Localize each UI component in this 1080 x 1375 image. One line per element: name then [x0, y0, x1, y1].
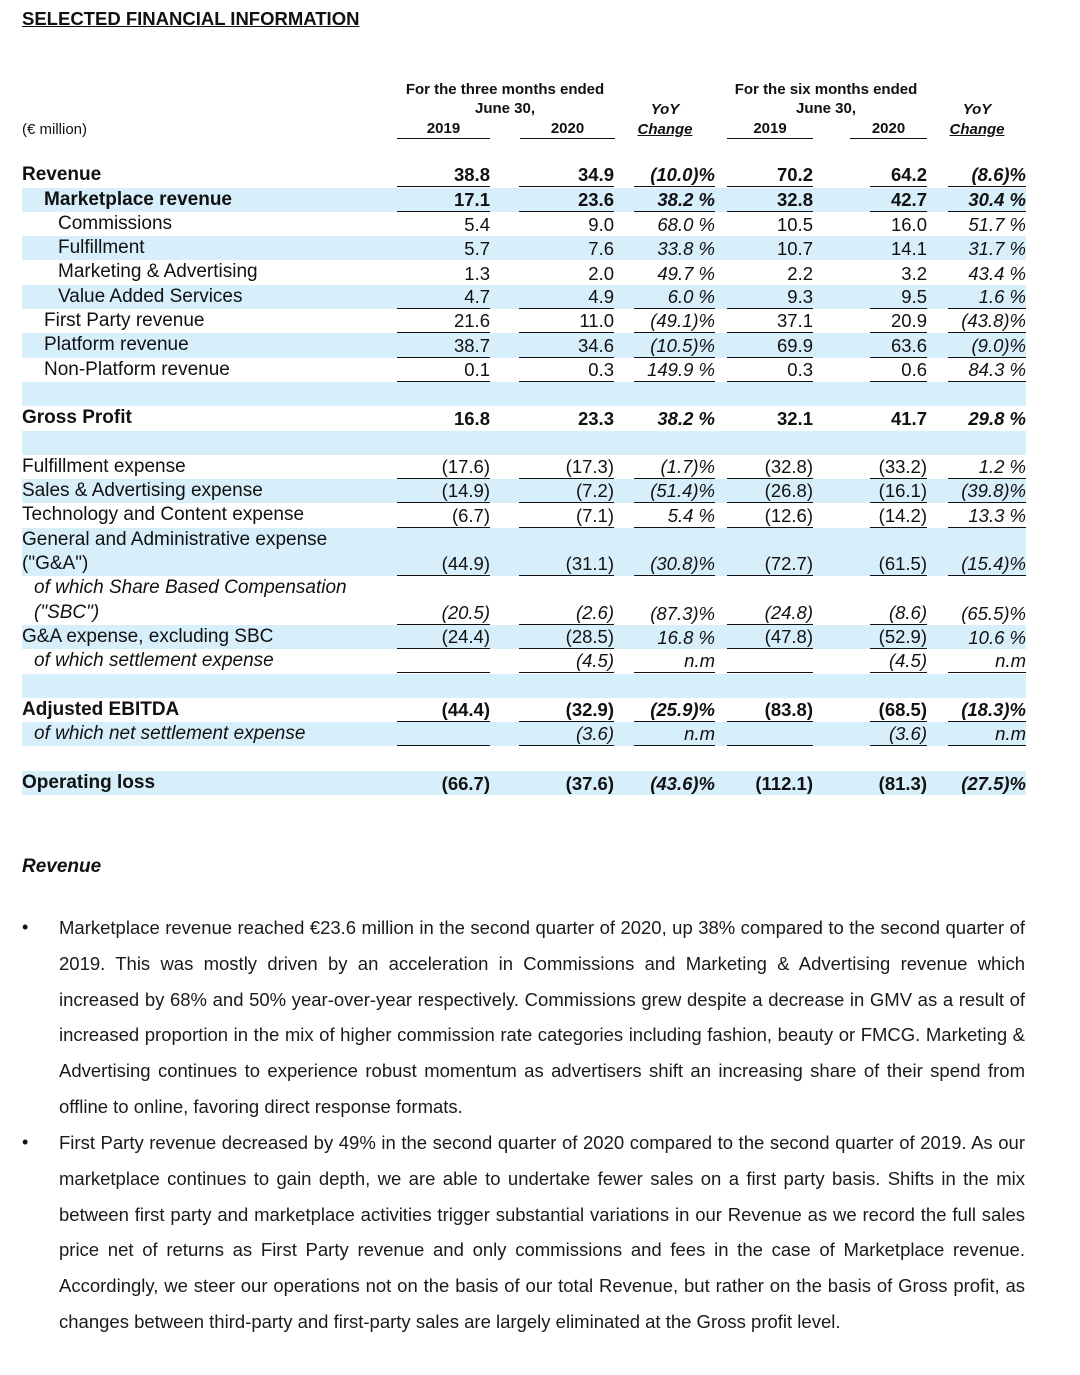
- cell-h-yoy: (39.8)%: [948, 479, 1026, 503]
- cell-h-yoy: (9.0)%: [948, 334, 1026, 358]
- cell-q2019: 38.7: [397, 334, 490, 358]
- cell-q-yoy: (10.0)%: [634, 163, 715, 187]
- cell-h-yoy: (18.3)%: [948, 698, 1026, 722]
- header-q-2019: 2019: [397, 120, 490, 139]
- row-label: Sales & Advertising expense: [22, 480, 263, 502]
- header-h-2019: 2019: [727, 120, 813, 139]
- header-h-yoy-line1: YoY: [962, 101, 992, 118]
- table-row: [22, 576, 1026, 625]
- row-label: Operating loss: [22, 771, 156, 793]
- cell-q-yoy: 38.2 %: [634, 188, 715, 212]
- spacer-row: [22, 746, 1026, 770]
- cell-h2019: (24.8): [727, 601, 813, 625]
- bullet-text: First Party revenue decreased by 49% in the second quarter of 2020 compared to the second quarter of 2019. As our marketplace continues to gain depth, we are able to undertake fewer sales on a first party basis. Shifts in the mix between first party and marketplace activities trigger substantial variations in our Revenue as we record the full sales price net of returns as First Party revenue and only commissions and fees in the case of Marketplace revenue. Accordingly, we steer our operations not on the basis of our total Revenue, but rather on the basis of Gross profit, as changes between third-party and first-party sales are largely eliminated at the Gross profit level.: [59, 1132, 1025, 1332]
- cell-q-yoy: (30.8)%: [634, 552, 715, 576]
- cell-q2019: (6.7): [397, 504, 490, 528]
- header-three-months: [390, 80, 620, 118]
- cell-h-yoy: (8.6)%: [948, 163, 1026, 187]
- cell-h2019: 70.2: [727, 163, 813, 187]
- cell-q-yoy: n.m: [634, 649, 715, 673]
- table-row: [22, 358, 1026, 382]
- cell-q-yoy: 49.7 %: [657, 262, 715, 284]
- cell-q2020: (37.6): [565, 772, 614, 794]
- cell-h2020: (52.9): [870, 625, 927, 649]
- cell-h2020: (3.6): [870, 722, 927, 746]
- cell-q2019: [397, 722, 490, 746]
- row-label: of which Share Based Compensation ("SBC"): [34, 577, 347, 623]
- row-label: Technology and Content expense: [22, 504, 305, 526]
- cell-q2019: (20.5): [397, 601, 490, 625]
- cell-q-yoy: (49.1)%: [634, 309, 715, 333]
- cell-h-yoy: (27.5)%: [961, 772, 1026, 794]
- cell-q-yoy: 6.0 %: [634, 285, 715, 309]
- cell-q-yoy: 149.9 %: [634, 358, 715, 382]
- row-label: of which net settlement expense: [34, 723, 306, 745]
- cell-q2020: 0.3: [519, 358, 614, 382]
- row-label: General and Administrative expense ("G&A"): [22, 528, 328, 574]
- cell-q-yoy: n.m: [634, 722, 715, 746]
- header-six-months-line1: For the six months ended: [734, 81, 918, 98]
- cell-h2020: (16.1): [870, 479, 927, 503]
- cell-q2019: 0.1: [397, 358, 490, 382]
- header-q-yoy: [630, 100, 700, 140]
- cell-h-yoy: 29.8 %: [968, 408, 1026, 430]
- cell-q-yoy: (10.5)%: [634, 334, 715, 358]
- cell-h-yoy: 1.2 %: [948, 455, 1026, 479]
- cell-h-yoy: (43.8)%: [948, 309, 1026, 333]
- table-row: [22, 188, 1026, 212]
- row-label: Commissions: [58, 212, 173, 234]
- cell-h2020: 3.2: [901, 262, 927, 284]
- cell-h-yoy: (15.4)%: [948, 552, 1026, 576]
- cell-h2019: (47.8): [727, 625, 813, 649]
- cell-h2020: 16.0: [890, 214, 927, 236]
- cell-h-yoy: 1.6 %: [948, 285, 1026, 309]
- cell-q-yoy: 16.8 %: [657, 627, 715, 649]
- cell-h-yoy: 51.7 %: [968, 214, 1026, 236]
- cell-h-yoy: n.m: [948, 722, 1026, 746]
- cell-q2019: 5.4: [464, 214, 490, 236]
- cell-q-yoy: (43.6)%: [650, 772, 715, 794]
- document-title: SELECTED FINANCIAL INFORMATION: [22, 8, 360, 29]
- row-label: Value Added Services: [58, 285, 243, 307]
- cell-q2020: (28.5): [519, 625, 614, 649]
- cell-h-yoy: 84.3 %: [948, 358, 1026, 382]
- header-three-months-line1: For the three months ended: [405, 81, 605, 98]
- cell-q2020: 11.0: [519, 309, 614, 333]
- header-h-yoy: [942, 100, 1012, 140]
- table-row: [22, 649, 1026, 673]
- cell-h2020: (68.5): [870, 698, 927, 722]
- row-label: Marketing & Advertising: [58, 261, 258, 283]
- cell-q2019: 4.7: [397, 285, 490, 309]
- table-row: [22, 212, 1026, 236]
- cell-h2020: (4.5): [870, 649, 927, 673]
- table-row: [22, 479, 1026, 503]
- cell-q2020: 4.9: [519, 285, 614, 309]
- cell-q2019: (14.9): [397, 479, 490, 503]
- cell-h2019: 9.3: [727, 285, 813, 309]
- cell-q2020: 7.6: [588, 238, 614, 260]
- row-label: G&A expense, excluding SBC: [22, 625, 274, 647]
- cell-h2019: 10.7: [776, 238, 813, 260]
- cell-q-yoy: (51.4)%: [634, 479, 715, 503]
- header-three-months-line2: June 30,: [474, 100, 536, 117]
- table-row: [22, 625, 1026, 649]
- table-row: [22, 528, 1026, 577]
- row-label: Gross Profit: [22, 407, 132, 429]
- cell-q2020: (7.1): [519, 504, 614, 528]
- cell-q2019: (44.9): [397, 552, 490, 576]
- cell-q-yoy: (1.7)%: [634, 455, 715, 479]
- cell-h2020: (8.6): [870, 601, 927, 625]
- cell-q2019: 17.1: [397, 188, 490, 212]
- cell-h2019: 32.1: [776, 408, 813, 430]
- row-label: of which settlement expense: [34, 650, 274, 672]
- header-q-2020: 2020: [520, 120, 615, 139]
- cell-h2019: 37.1: [727, 309, 813, 333]
- cell-h2020: 14.1: [890, 238, 927, 260]
- table-row: [22, 722, 1026, 746]
- cell-q-yoy: 38.2 %: [657, 408, 715, 430]
- row-label: Fulfillment: [58, 237, 145, 259]
- bullet-dot-icon: •: [22, 917, 29, 937]
- cell-h2019: (26.8): [727, 479, 813, 503]
- spacer-row: [22, 674, 1026, 698]
- table-row: [22, 406, 1026, 430]
- cell-h2019: (112.1): [755, 772, 813, 794]
- cell-h2019: 2.2: [787, 262, 813, 284]
- cell-h2019: [727, 649, 813, 673]
- cell-q2019: [397, 649, 490, 673]
- cell-h2019: [727, 722, 813, 746]
- cell-q2020: 34.9: [519, 163, 614, 187]
- cell-q-yoy: 33.8 %: [657, 238, 715, 260]
- cell-h-yoy: 10.6 %: [968, 627, 1026, 649]
- cell-q2019: 38.8: [397, 163, 490, 187]
- cell-h2020: (61.5): [870, 552, 927, 576]
- row-label: Platform revenue: [44, 334, 189, 356]
- cell-q2020: (3.6): [519, 722, 614, 746]
- cell-h2019: (72.7): [727, 552, 813, 576]
- header-h-2020: 2020: [850, 120, 927, 139]
- table-row: [22, 285, 1026, 309]
- cell-h-yoy: 31.7 %: [968, 238, 1026, 260]
- spacer-row: [22, 431, 1026, 455]
- cell-q2020: (32.9): [519, 698, 614, 722]
- cell-q2020: 34.6: [519, 334, 614, 358]
- cell-h-yoy: n.m: [948, 649, 1026, 673]
- cell-h2020: 41.7: [890, 408, 927, 430]
- header-six-months: [716, 80, 936, 118]
- section-heading-revenue: Revenue: [22, 856, 102, 877]
- table-row: [22, 260, 1026, 284]
- cell-q2020: 2.0: [588, 262, 614, 284]
- unit-label: (€ million): [22, 121, 88, 138]
- table-row: [22, 163, 1026, 187]
- cell-q-yoy: 5.4 %: [634, 504, 715, 528]
- row-label: Revenue: [22, 164, 102, 185]
- cell-q2019: (44.4): [397, 698, 490, 722]
- table-row: [22, 236, 1026, 260]
- cell-h2019: 32.8: [727, 188, 813, 212]
- header-q-yoy-line1: YoY: [650, 101, 680, 118]
- cell-q2019: (17.6): [397, 455, 490, 479]
- cell-q2019: 5.7: [464, 238, 490, 260]
- cell-h-yoy: 13.3 %: [948, 504, 1026, 528]
- cell-q2020: (31.1): [519, 552, 614, 576]
- cell-q-yoy: (87.3)%: [650, 602, 715, 624]
- cell-h2019: (32.8): [727, 455, 813, 479]
- cell-h2020: 9.5: [870, 285, 927, 309]
- cell-h2019: (83.8): [727, 698, 813, 722]
- cell-h-yoy: (65.5)%: [961, 602, 1026, 624]
- row-label: First Party revenue: [44, 310, 205, 331]
- cell-h2020: 0.6: [870, 358, 927, 382]
- cell-q-yoy: 68.0 %: [657, 214, 715, 236]
- cell-h2019: 69.9: [727, 334, 813, 358]
- table-row: [22, 698, 1026, 722]
- cell-h2020: (81.3): [878, 772, 927, 794]
- cell-h2019: (12.6): [727, 504, 813, 528]
- cell-h2019: 0.3: [727, 358, 813, 382]
- cell-q2019: 1.3: [464, 262, 490, 284]
- table-row: [22, 503, 1026, 527]
- cell-q2020: 9.0: [588, 214, 614, 236]
- table-row: [22, 333, 1026, 357]
- cell-q2020: (2.6): [519, 601, 614, 625]
- row-label: Fulfillment expense: [22, 455, 186, 477]
- cell-q2019: (66.7): [441, 772, 490, 794]
- table-row: [22, 455, 1026, 479]
- cell-h-yoy: 43.4 %: [968, 262, 1026, 284]
- cell-h-yoy: 30.4 %: [948, 188, 1026, 212]
- cell-h2020: (14.2): [870, 504, 927, 528]
- header-h-yoy-line2: Change: [949, 121, 1005, 138]
- cell-q2019: 21.6: [397, 309, 490, 333]
- row-label: Non-Platform revenue: [44, 358, 230, 380]
- spacer-row: [22, 382, 1026, 406]
- cell-q2020: (7.2): [519, 479, 614, 503]
- cell-q2020: (4.5): [519, 649, 614, 673]
- table-row: [22, 771, 1026, 795]
- bullet-dot-icon: •: [22, 1132, 29, 1152]
- row-label: Adjusted EBITDA: [22, 698, 180, 720]
- cell-q2020: 23.6: [519, 188, 614, 212]
- cell-q2020: (17.3): [519, 455, 614, 479]
- cell-h2019: 10.5: [776, 214, 813, 236]
- cell-h2020: 63.6: [870, 334, 927, 358]
- table-row: [22, 309, 1026, 333]
- bullet-text: Marketplace revenue reached €23.6 million in the second quarter of 2020, up 38% compared to the second quarter of 2019. This was mostly driven by an acceleration in Commissions and Marketing & Advertising revenue which increased by 68% and 50% year-over-year respectively. Commissions grew despite a decrease in GMV as a result of increased proportion in the mix of higher commission rate categories including fashion, beauty or FMCG. Marketing & Advertising continues to experience robust momentum as advertisers shift an increasing share of their spend from offline to online, favoring direct response formats.: [59, 917, 1025, 1117]
- cell-q2019: 16.8: [453, 408, 490, 430]
- cell-h2020: 42.7: [870, 188, 927, 212]
- row-label: Marketplace revenue: [44, 188, 232, 210]
- cell-h2020: 64.2: [870, 163, 927, 187]
- cell-h2020: 20.9: [870, 309, 927, 333]
- header-six-months-line2: June 30,: [795, 100, 857, 117]
- cell-q-yoy: (25.9)%: [634, 698, 715, 722]
- header-q-yoy-line2: Change: [637, 121, 693, 138]
- cell-q2020: 23.3: [577, 408, 614, 430]
- cell-h2020: (33.2): [870, 455, 927, 479]
- cell-q2019: (24.4): [397, 625, 490, 649]
